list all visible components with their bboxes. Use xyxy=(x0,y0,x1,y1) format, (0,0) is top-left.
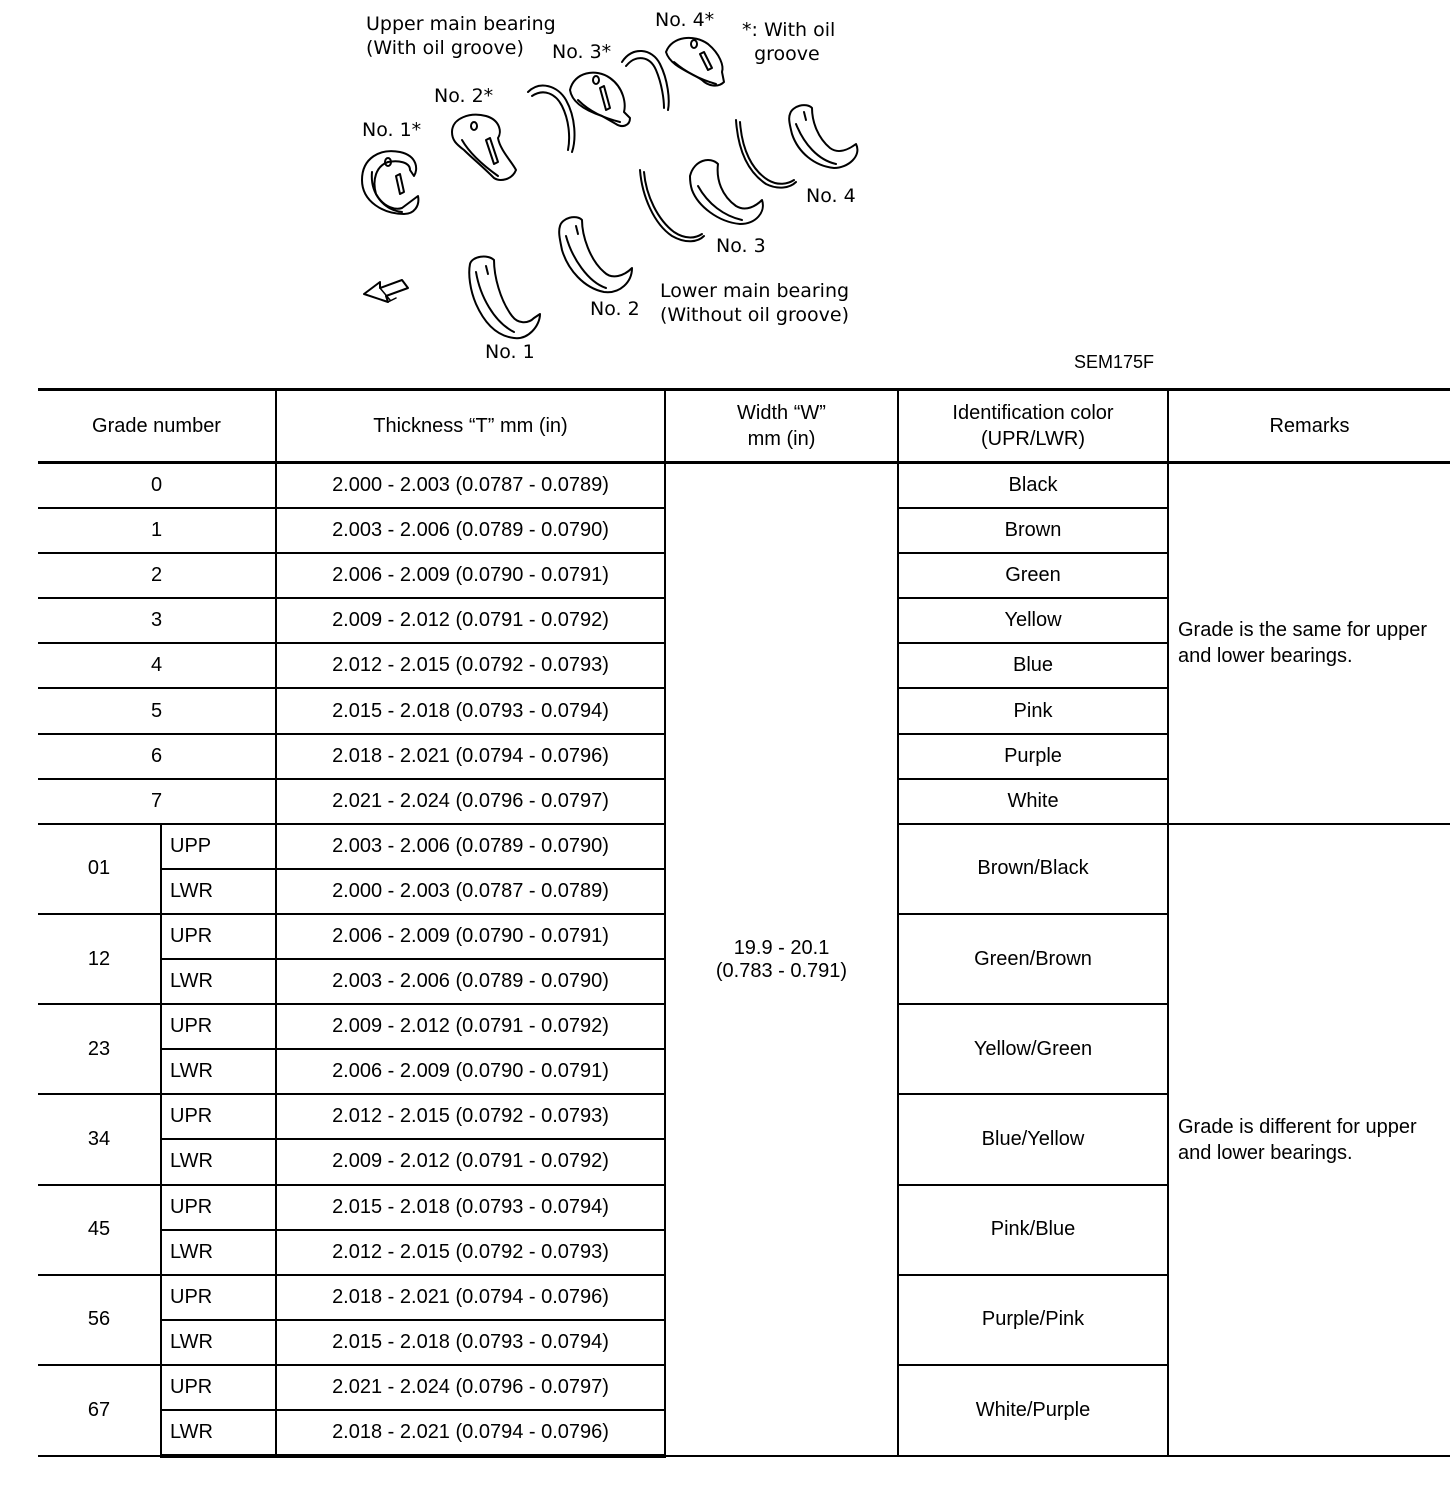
thickness-cell: 2.018 - 2.021 (0.0794 - 0.0796) xyxy=(276,1275,665,1320)
upper-bearing-1-drawing xyxy=(362,151,418,214)
color-cell: Green/Brown xyxy=(898,914,1168,1004)
grade-cell: 45 xyxy=(38,1185,161,1275)
upper-bearing-3-drawing xyxy=(570,73,630,126)
thickness-cell: 2.012 - 2.015 (0.0792 - 0.0793) xyxy=(276,1230,665,1275)
upper-label-cell: UPR xyxy=(161,1365,276,1410)
upper-no3-label: No. 3* xyxy=(552,41,612,63)
color-cell: Green xyxy=(898,553,1168,598)
grade-cell: 12 xyxy=(38,914,161,1004)
lower-bearing-2-drawing xyxy=(559,217,632,292)
upper-label-cell: UPR xyxy=(161,1004,276,1049)
color-cell: White xyxy=(898,779,1168,824)
thickness-cell: 2.021 - 2.024 (0.0796 - 0.0797) xyxy=(276,779,665,824)
header-grade: Grade number xyxy=(38,390,276,463)
upper-main-bearing-label: Upper main bearing (With oil groove) xyxy=(366,13,556,59)
thickness-cell: 2.015 - 2.018 (0.0793 - 0.0794) xyxy=(276,1320,665,1365)
lower-no3-label: No. 3 xyxy=(716,235,766,257)
grade-cell: 5 xyxy=(38,688,276,733)
upper-bearing-3-thrust-drawing xyxy=(528,86,574,152)
grade-cell: 23 xyxy=(38,1004,161,1094)
thickness-cell: 2.003 - 2.006 (0.0789 - 0.0790) xyxy=(276,959,665,1004)
thickness-cell: 2.018 - 2.021 (0.0794 - 0.0796) xyxy=(276,734,665,779)
color-cell: Purple/Pink xyxy=(898,1275,1168,1365)
thickness-cell: 2.021 - 2.024 (0.0796 - 0.0797) xyxy=(276,1365,665,1410)
lower-bearing-1-drawing xyxy=(469,257,540,339)
upper-label-cell: UPR xyxy=(161,1094,276,1139)
color-cell: Yellow/Green xyxy=(898,1004,1168,1094)
thickness-cell: 2.012 - 2.015 (0.0792 - 0.0793) xyxy=(276,643,665,688)
color-cell: Pink xyxy=(898,688,1168,733)
header-remarks: Remarks xyxy=(1168,390,1450,463)
grade-cell: 7 xyxy=(38,779,276,824)
color-cell: Brown xyxy=(898,508,1168,553)
thickness-cell: 2.009 - 2.012 (0.0791 - 0.0792) xyxy=(276,1004,665,1049)
thickness-cell: 2.000 - 2.003 (0.0787 - 0.0789) xyxy=(276,869,665,914)
lower-no1-label: No. 1 xyxy=(485,341,535,363)
grade-cell: 4 xyxy=(38,643,276,688)
thickness-cell: 2.006 - 2.009 (0.0790 - 0.0791) xyxy=(276,914,665,959)
color-cell: Purple xyxy=(898,734,1168,779)
grade-cell: 56 xyxy=(38,1275,161,1365)
grade-cell: 01 xyxy=(38,824,161,914)
table-row xyxy=(38,463,1450,509)
color-cell: Black xyxy=(898,463,1168,509)
color-cell: Yellow xyxy=(898,598,1168,643)
thickness-cell: 2.018 - 2.021 (0.0794 - 0.0796) xyxy=(276,1410,665,1456)
header-width: Width “W” mm (in) xyxy=(665,390,898,463)
lower-label-cell: LWR xyxy=(161,869,276,914)
upper-no2-label: No. 2* xyxy=(434,85,494,107)
thickness-cell: 2.012 - 2.015 (0.0792 - 0.0793) xyxy=(276,1094,665,1139)
thickness-cell: 2.003 - 2.006 (0.0789 - 0.0790) xyxy=(276,824,665,869)
thickness-cell: 2.000 - 2.003 (0.0787 - 0.0789) xyxy=(276,463,665,509)
color-cell: Blue/Yellow xyxy=(898,1094,1168,1184)
color-cell: White/Purple xyxy=(898,1365,1168,1456)
lower-label-cell: LWR xyxy=(161,1410,276,1456)
grade-cell: 0 xyxy=(38,463,276,509)
oil-groove-note: *: With oil groove xyxy=(742,19,836,65)
header-thickness: Thickness “T” mm (in) xyxy=(276,390,665,463)
bearing-illustration xyxy=(0,0,1456,380)
thickness-cell: 2.009 - 2.012 (0.0791 - 0.0792) xyxy=(276,598,665,643)
thickness-cell: 2.009 - 2.012 (0.0791 - 0.0792) xyxy=(276,1139,665,1184)
color-cell: Pink/Blue xyxy=(898,1185,1168,1275)
front-arrow-icon xyxy=(364,280,408,302)
upper-bearing-4-thrust-drawing xyxy=(622,51,669,110)
lower-label-cell: LWR xyxy=(161,959,276,1004)
upper-label-cell: UPP xyxy=(161,824,276,869)
grade-cell: 3 xyxy=(38,598,276,643)
lower-main-bearing-label: Lower main bearing (Without oil groove) xyxy=(660,280,850,326)
thickness-cell: 2.006 - 2.009 (0.0790 - 0.0791) xyxy=(276,553,665,598)
upper-bearing-2-drawing xyxy=(452,115,516,180)
grade-cell: 2 xyxy=(38,553,276,598)
upper-no4-label: No. 4* xyxy=(655,9,715,31)
color-cell: Brown/Black xyxy=(898,824,1168,914)
lower-label-cell: LWR xyxy=(161,1049,276,1094)
thickness-cell: 2.003 - 2.006 (0.0789 - 0.0790) xyxy=(276,508,665,553)
width-cell: 19.9 - 20.1 (0.783 - 0.791) xyxy=(665,463,898,1457)
lower-bearing-3-drawing xyxy=(640,120,796,241)
upper-label-cell: UPR xyxy=(161,1185,276,1230)
lower-no4-label: No. 4 xyxy=(806,185,856,207)
thickness-cell: 2.015 - 2.018 (0.0793 - 0.0794) xyxy=(276,1185,665,1230)
remarks-same-grade: Grade is the same for upper and lower bearings. xyxy=(1168,463,1450,824)
thickness-cell: 2.015 - 2.018 (0.0793 - 0.0794) xyxy=(276,688,665,733)
table-header-row xyxy=(38,390,1450,463)
bearing-grade-table xyxy=(38,388,1450,1458)
grade-cell: 67 xyxy=(38,1365,161,1456)
grade-cell: 34 xyxy=(38,1094,161,1184)
figure-code: SEM175F xyxy=(1074,352,1155,372)
upper-bearing-4-drawing xyxy=(666,38,724,86)
lower-label-cell: LWR xyxy=(161,1139,276,1184)
lower-label-cell: LWR xyxy=(161,1320,276,1365)
upper-label-cell: UPR xyxy=(161,1275,276,1320)
lower-no2-label: No. 2 xyxy=(590,298,640,320)
thickness-cell: 2.006 - 2.009 (0.0790 - 0.0791) xyxy=(276,1049,665,1094)
upper-no1-label: No. 1* xyxy=(362,119,422,141)
upper-label-cell: UPR xyxy=(161,914,276,959)
header-color: Identification color (UPR/LWR) xyxy=(898,390,1168,463)
remarks-different-grade: Grade is different for upper and lower bearings. xyxy=(1168,824,1450,1456)
grade-cell: 1 xyxy=(38,508,276,553)
grade-cell: 6 xyxy=(38,734,276,779)
lower-label-cell: LWR xyxy=(161,1230,276,1275)
color-cell: Blue xyxy=(898,643,1168,688)
lower-bearing-4-drawing xyxy=(789,105,857,168)
